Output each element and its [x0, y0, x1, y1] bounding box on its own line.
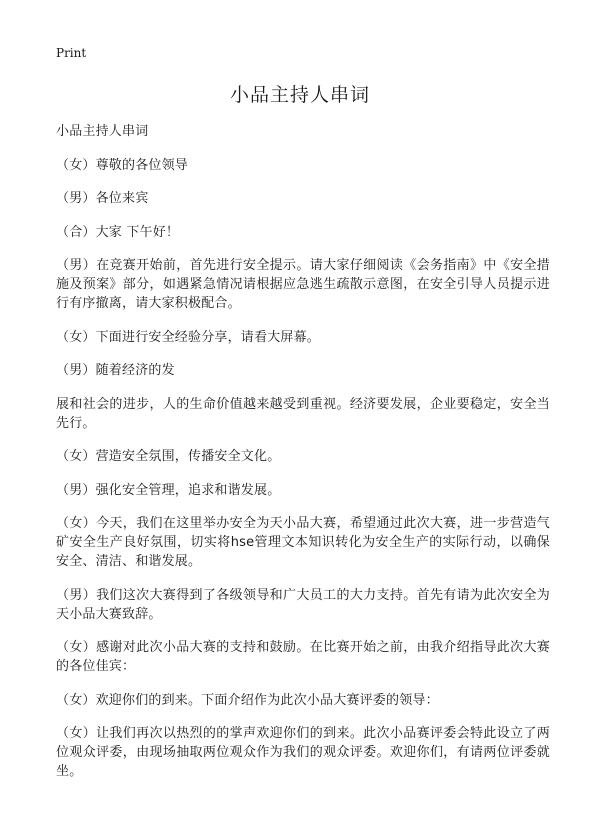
paragraph: （女）尊敬的各位领导 [56, 157, 189, 173]
print-link[interactable]: Print [56, 46, 87, 60]
paragraph: 小品主持人串词 [56, 124, 149, 139]
paragraph: （男）强化安全管理，追求和谐发展。 [56, 482, 281, 498]
paragraph: （男）各位来宾 [56, 191, 149, 206]
document-body [56, 122, 550, 796]
paragraph: （男）在竞赛开始前，首先进行安全提示。请大家仔细阅读《会务指南》中《安全措施及预案》部分，如遇紧急情况请根据应急逃生疏散示意图，在安全引导人员提示进行有序撤离，请大家积极配合。 [56, 258, 550, 311]
paragraph: （女）下面进行安全经验分享，请看大屏幕。 [56, 329, 321, 345]
paragraph: （合）大家 下午好！ [56, 224, 180, 240]
document-title: 小品主持人串词 [229, 84, 370, 106]
paragraph: （男）我们这次大赛得到了各级领导和广大员工的大力支持。首先有请为此次安全为天小品大赛致辞。 [56, 587, 550, 622]
paragraph: （女）欢迎你们的到来。下面介绍作为此次小品大赛评委的领导： [56, 692, 439, 708]
paragraph: （女）营造安全氛围，传播安全文化。 [56, 449, 281, 464]
paragraph: （男）随着经济的发 [56, 363, 175, 378]
paragraph: （女）让我们再次以热烈的的掌声欢迎你们的到来。此次小品赛评委会特此设立了两位观众评委，由现场抽取两位观众作为我们的观众评委。欢迎你们，有请两位评委就坐。 [56, 726, 550, 779]
paragraph: 展和社会的进步，人的生命价值越来越受到重视。经济要发展，企业要稳定，安全当先行。 [56, 396, 550, 431]
paragraph: （女）今天，我们在这里举办安全为天小品大赛，希望通过此次大赛，进一步营造气矿安全生产良好氛围，切实将hse管理文本知识转化为安全生产的实际行动，以确保安全、清洁、和谐发展。 [56, 516, 550, 569]
paragraph: （女）感谢对此次小品大赛的支持和鼓励。在比赛开始之前，由我介绍指导此次大赛的各位佳宾： [56, 640, 550, 674]
